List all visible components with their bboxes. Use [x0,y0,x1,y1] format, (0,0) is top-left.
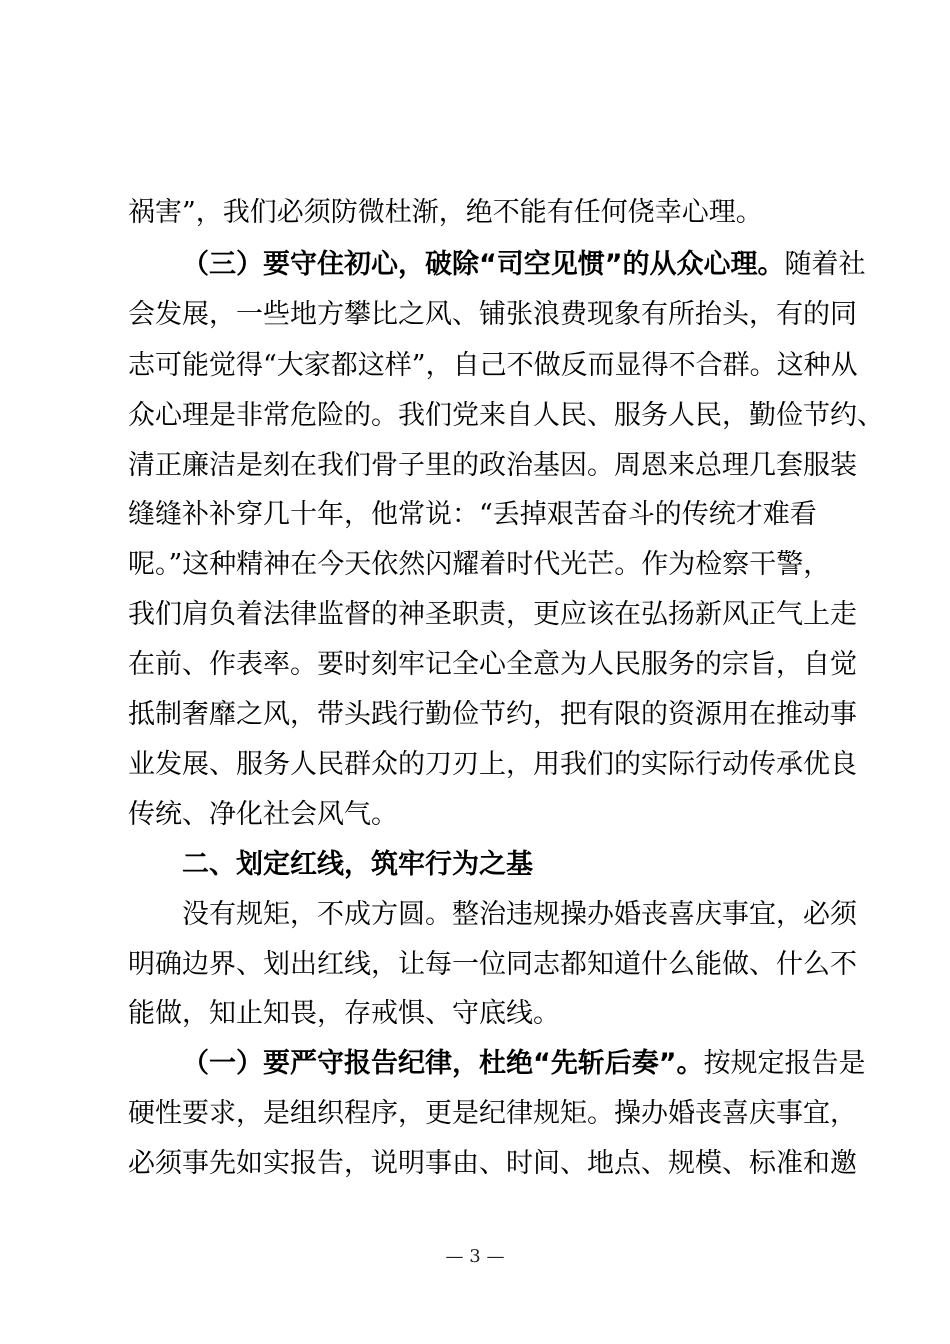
line-text: 祸害”，我们必须防微杜渐，绝不能有任何侥幸心理。 [128,197,763,228]
line-text: 硬性要求，是组织程序，更是纪律规矩。操办婚丧喜庆事宜， [128,1098,857,1129]
line-text: 会发展，一些地方攀比之风、铺张浪费现象有所抬头，有的同 [128,299,857,330]
line-text: 众心理是非常危险的。我们党来自人民、服务人民，勤俭节约、 [128,400,884,431]
text-line [128,748,857,782]
text-line [128,298,857,332]
line-text: 清正廉洁是刻在我们骨子里的政治基因。周恩来总理几套服装 [128,450,857,481]
line-text: 抵制奢靡之风，带头践行勤俭节约，把有限的资源用在推动事 [128,699,857,730]
line-text: 必须事先如实报告，说明事由、时间、地点、规模、标准和邀 [128,1148,857,1179]
line-text: 明确边界、划出红线，让每一位同志都知道什么能做、什么不 [128,949,857,980]
chapter-heading-line [182,848,533,882]
line-text: 呢。”这种精神在今天依然闪耀着时代光芒。作为检察干警， [128,549,831,580]
line-text: 没有规矩，不成方圆。整治违规操办婚丧喜庆事宜，必须 [182,899,857,930]
text-line [128,698,857,732]
section-heading-line [182,1047,866,1081]
page-number: — 3 — [445,1246,505,1267]
line-text: 我们肩负着法律监督的神圣职责，更应该在弘扬新风正气上走 [128,599,857,630]
text-line [128,1097,857,1131]
chapter-heading: 二、划定红线，筑牢行为之基 [182,849,533,880]
text-line [128,1147,857,1181]
line-text: 传统、净化社会风气。 [128,799,398,830]
text-line [128,498,817,532]
text-line [128,548,830,582]
line-text: 在前、作表率。要时刻牢记全心全意为人民服务的宗旨，自觉 [128,649,857,680]
line-text: 随着社 [784,249,866,280]
text-line [128,648,857,682]
text-line [128,449,857,483]
line-text: 缝缝补补穿几十年，他常说：“丢掉艰苦奋斗的传统才难看 [128,499,817,530]
line-text: 业发展、服务人民群众的刀刃上，用我们的实际行动传承优良 [128,749,857,780]
section-heading-line [182,248,866,282]
text-line [182,898,857,932]
text-line [128,349,858,383]
text-line [128,598,857,632]
section-heading: （一）要严守报告纪律，杜绝“先斩后奏”。 [182,1048,704,1079]
text-line [128,997,560,1031]
text-line [128,798,398,832]
section-heading: （三）要守住初心，破除“司空见惯”的从众心理。 [182,249,785,280]
line-text: 按规定报告是 [703,1048,866,1079]
text-line [128,948,857,982]
text-line [128,196,763,230]
text-line [128,399,884,433]
line-text: 能做，知止知畏，存戒惧、守底线。 [128,998,560,1029]
line-text: 志可能觉得“大家都这样”，自己不做反而显得不合群。这种从 [128,350,858,381]
